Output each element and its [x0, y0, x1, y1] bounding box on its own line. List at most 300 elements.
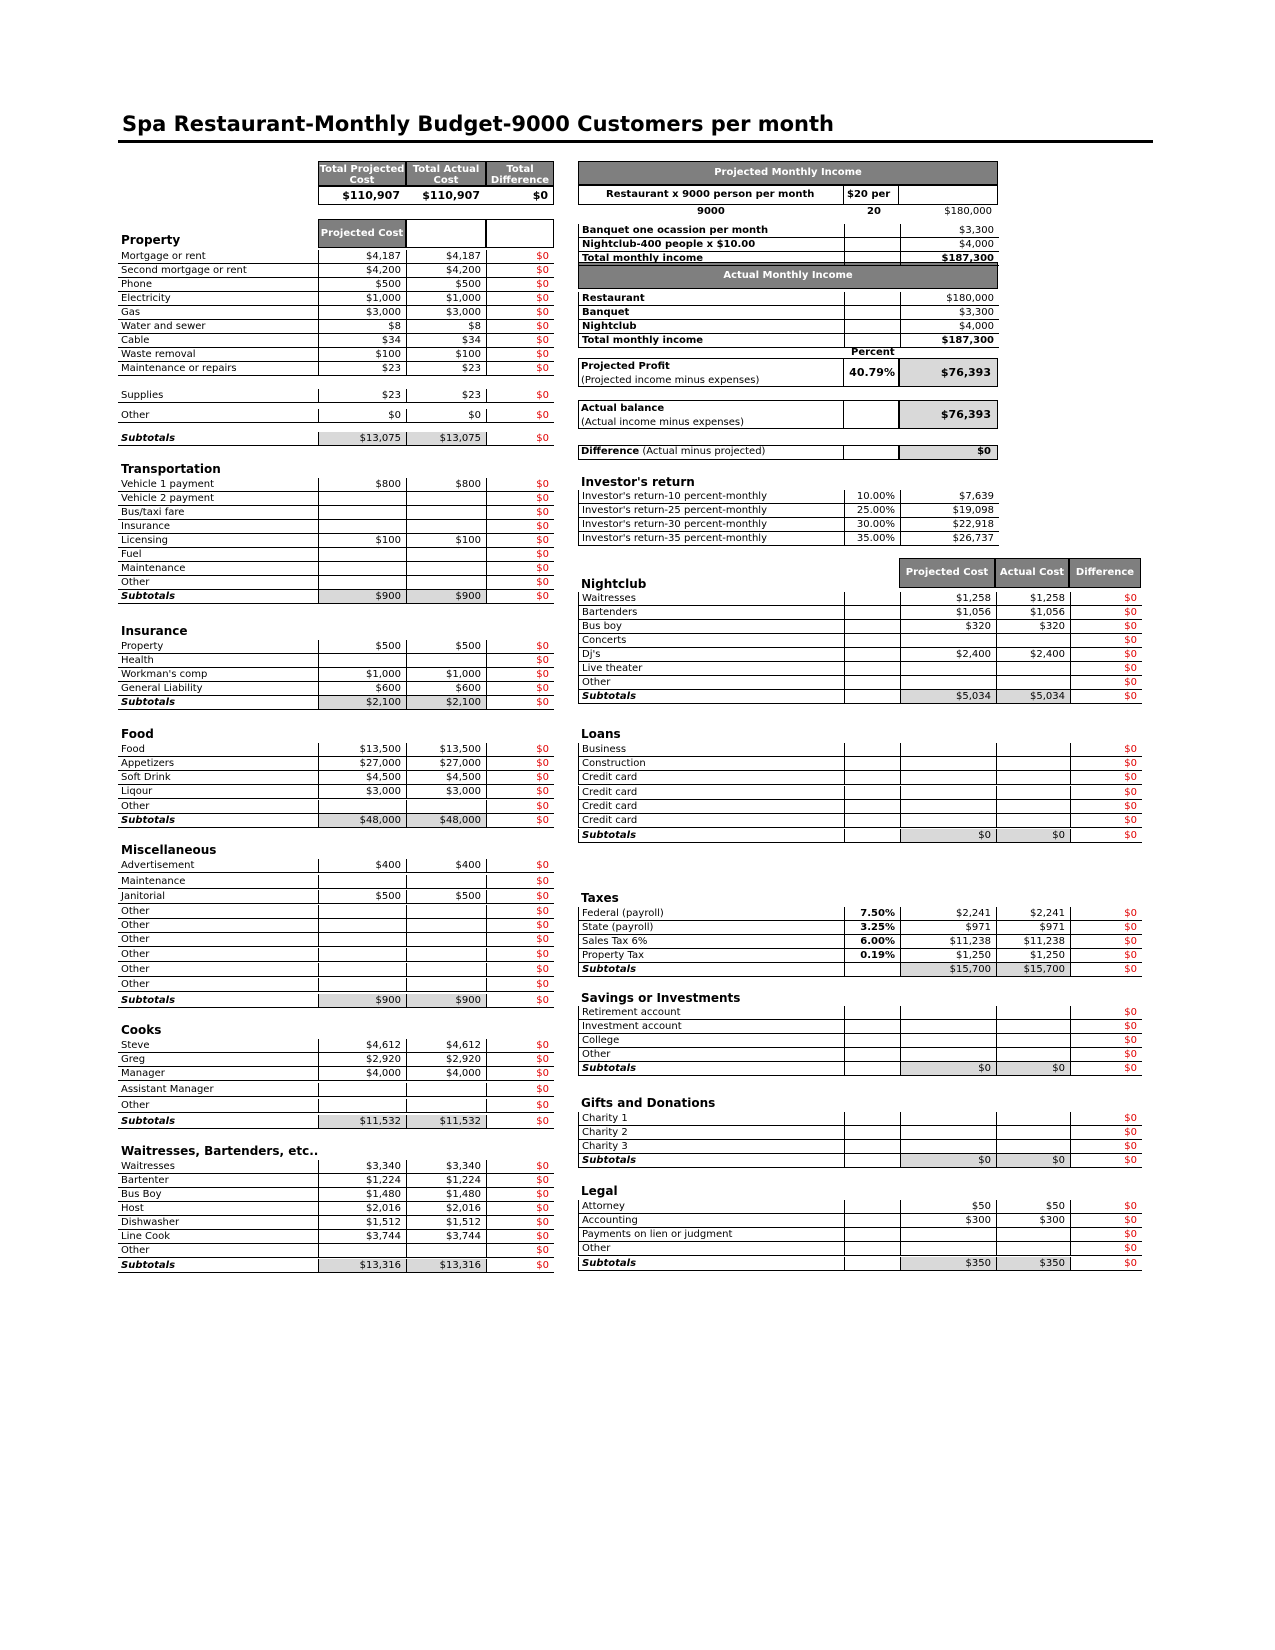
row-value: $320 — [900, 620, 996, 633]
row-label: Janitorial — [121, 891, 166, 902]
row-value: $0 — [486, 875, 554, 888]
row-value: $0 — [486, 478, 554, 491]
row-value — [844, 1140, 900, 1153]
row-value — [996, 1140, 1070, 1153]
row-value: $100 — [318, 534, 406, 547]
table-row — [118, 1083, 554, 1097]
row-label: Banquet one ocassion per month — [582, 225, 769, 236]
row-value: $0 — [486, 743, 554, 756]
row-value: $7,639 — [900, 490, 999, 503]
row-label: Live theater — [582, 663, 643, 674]
row-value: $0 — [486, 278, 554, 291]
row-label: Property Tax — [582, 950, 644, 961]
row-value: $400 — [406, 859, 486, 872]
section-title-right: Savings or Investments — [581, 991, 741, 1005]
row-value: $27,000 — [318, 757, 406, 770]
row-label: Fuel — [121, 549, 142, 560]
table-row — [578, 648, 1142, 662]
table-row — [578, 757, 1142, 771]
row-value — [318, 963, 406, 976]
table-row — [578, 1228, 1142, 1242]
row-value: 6.00% — [844, 935, 900, 948]
table-row — [118, 250, 554, 264]
row-value — [406, 963, 486, 976]
row-label: Subtotals — [582, 1063, 637, 1074]
row-value: $0 — [318, 409, 406, 422]
row-label: Vehicle 1 payment — [121, 479, 215, 490]
row-label: Subtotals — [121, 1116, 176, 1127]
table-row — [578, 1200, 1142, 1214]
difference-value: $0 — [977, 446, 991, 457]
row-value: $3,000 — [318, 785, 406, 798]
row-value — [406, 978, 486, 991]
row-label: Retirement account — [582, 1007, 681, 1018]
row-value: $0 — [486, 1083, 554, 1096]
row-value — [900, 1140, 996, 1153]
row-value: $2,241 — [996, 907, 1070, 920]
row-label: Soft Drink — [121, 772, 171, 783]
row-value — [996, 743, 1070, 756]
row-value: 0.19% — [844, 949, 900, 962]
table-row — [118, 306, 554, 320]
income-row — [578, 292, 999, 306]
actual-income-header: Actual Monthly Income — [578, 262, 998, 289]
row-value: $0 — [1070, 1154, 1142, 1167]
row-value: $13,500 — [318, 743, 406, 756]
row-value — [406, 919, 486, 932]
row-value: $0 — [486, 264, 554, 277]
row-value — [900, 1242, 996, 1255]
row-value: $1,000 — [318, 292, 406, 305]
subtotal-row — [578, 963, 1142, 977]
row-label: Investor's return-10 percent-monthly — [582, 491, 768, 502]
row-value — [900, 1112, 996, 1125]
row-value: $11,238 — [900, 935, 996, 948]
table-row — [578, 1214, 1142, 1228]
row-value: $3,744 — [406, 1230, 486, 1243]
table-row — [118, 320, 554, 334]
row-value: $0 — [486, 320, 554, 333]
row-value: $0 — [486, 814, 554, 827]
table-row — [578, 1048, 1142, 1062]
row-value: $0 — [1070, 935, 1142, 948]
row-value — [900, 800, 996, 813]
income-row — [578, 252, 999, 266]
row-label: Subtotals — [582, 830, 637, 841]
row-label: Line Cook — [121, 1231, 171, 1242]
row-value: $1,258 — [996, 592, 1070, 605]
subtotal-row — [118, 696, 554, 710]
row-label: Concerts — [582, 635, 627, 646]
table-row — [118, 743, 554, 757]
row-label: Other — [121, 949, 150, 960]
table-row — [578, 1112, 1142, 1126]
row-value — [406, 905, 486, 918]
row-value: $500 — [318, 890, 406, 903]
row-value: $100 — [318, 348, 406, 361]
row-value — [844, 224, 900, 237]
row-label: Maintenance — [121, 563, 186, 574]
row-value: $4,187 — [318, 250, 406, 263]
row-value — [844, 814, 900, 827]
row-value: $2,400 — [900, 648, 996, 661]
row-value — [406, 800, 486, 813]
row-value: $0 — [486, 1053, 554, 1066]
row-value: $0 — [900, 829, 996, 842]
row-label: Other — [121, 1100, 150, 1111]
row-value: $4,500 — [406, 771, 486, 784]
row-value: $0 — [1070, 907, 1142, 920]
row-value: $0 — [1070, 1257, 1142, 1270]
table-row — [578, 786, 1142, 800]
table-row — [118, 334, 554, 348]
row-value — [844, 1034, 900, 1047]
table-row — [118, 757, 554, 771]
row-value — [996, 634, 1070, 647]
table-row — [118, 785, 554, 799]
row-value: $1,512 — [318, 1216, 406, 1229]
row-value: $180,000 — [900, 292, 999, 305]
subtotal-row — [578, 829, 1142, 843]
row-value: $0 — [1070, 757, 1142, 770]
row-value: $4,000 — [900, 320, 999, 333]
row-label: Vehicle 2 payment — [121, 493, 215, 504]
row-value: $34 — [318, 334, 406, 347]
row-label: Investor's return-30 percent-monthly — [582, 519, 768, 530]
row-value: $0 — [486, 1039, 554, 1052]
row-value — [406, 492, 486, 505]
row-label: Nightclub — [582, 321, 637, 332]
row-value: $2,016 — [318, 1202, 406, 1215]
row-value: $27,000 — [406, 757, 486, 770]
row-value — [900, 771, 996, 784]
row-value: $4,000 — [318, 1067, 406, 1080]
row-label: Payments on lien or judgment — [582, 1229, 733, 1240]
row-value: $4,187 — [406, 250, 486, 263]
row-value — [844, 1257, 900, 1270]
row-value — [844, 1062, 900, 1075]
row-value — [996, 676, 1070, 689]
row-value: $0 — [486, 1174, 554, 1187]
row-value — [318, 905, 406, 918]
row-value: $1,258 — [900, 592, 996, 605]
row-value — [996, 1242, 1070, 1255]
difference-label-strong: Difference — [581, 446, 640, 457]
row-label: Manager — [121, 1068, 165, 1079]
row-value — [900, 1006, 996, 1019]
row-label: Attorney — [582, 1201, 625, 1212]
row-label: Bus boy — [582, 621, 622, 632]
row-label: Host — [121, 1203, 144, 1214]
row-value: $0 — [486, 1259, 554, 1272]
row-value — [900, 814, 996, 827]
row-label: Assistant Manager — [121, 1084, 214, 1095]
row-value — [996, 1020, 1070, 1033]
total-actual-header: Total Actual Cost — [406, 161, 486, 186]
row-label: Supplies — [121, 390, 164, 401]
section-title-right: Taxes — [581, 891, 619, 905]
row-value — [900, 634, 996, 647]
row-value — [996, 1228, 1070, 1241]
table-row — [578, 1020, 1142, 1034]
row-value: $0 — [486, 771, 554, 784]
row-value — [844, 829, 900, 842]
table-row — [118, 278, 554, 292]
row-label: Appetizers — [121, 758, 175, 769]
table-row — [578, 1034, 1142, 1048]
subtotal-row — [578, 1154, 1142, 1168]
right-projected-cost-header: Projected Cost — [899, 558, 995, 588]
row-value — [318, 576, 406, 589]
table-row — [118, 1188, 554, 1202]
row-value — [844, 1154, 900, 1167]
row-value: $13,075 — [318, 432, 406, 445]
row-value — [900, 743, 996, 756]
row-label: Phone — [121, 279, 152, 290]
row-value — [844, 757, 900, 770]
row-value — [900, 757, 996, 770]
row-value: $1,250 — [900, 949, 996, 962]
table-row — [118, 1053, 554, 1067]
row-value — [996, 662, 1070, 675]
table-row — [578, 907, 1142, 921]
investor-row — [578, 518, 999, 532]
row-value: $100 — [406, 534, 486, 547]
row-label: Health — [121, 655, 154, 666]
row-label: Banquet — [582, 307, 630, 318]
row-label: Mortgage or rent — [121, 251, 206, 262]
right-actual-cost-header: Actual Cost — [995, 558, 1069, 588]
row-value: $0 — [486, 1244, 554, 1257]
profit-label: Projected Profit — [581, 361, 670, 372]
row-label: Subtotals — [582, 964, 637, 975]
row-label: Waste removal — [121, 349, 196, 360]
row-value — [844, 620, 900, 633]
table-row — [118, 492, 554, 506]
row-value: $3,300 — [900, 306, 999, 319]
row-value: $1,480 — [406, 1188, 486, 1201]
row-value — [844, 1006, 900, 1019]
row-value: $500 — [406, 278, 486, 291]
row-label: Gas — [121, 307, 141, 318]
row-value: $0 — [1070, 829, 1142, 842]
row-value: $4,500 — [318, 771, 406, 784]
row-value — [844, 1200, 900, 1213]
row-value — [844, 634, 900, 647]
row-value — [318, 933, 406, 946]
table-row — [118, 548, 554, 562]
total-projected-header: Total Projected Cost — [318, 161, 406, 186]
row-value: $50 — [996, 1200, 1070, 1213]
row-label: Other — [121, 934, 150, 945]
row-value: $4,612 — [318, 1039, 406, 1052]
row-value: $0 — [486, 905, 554, 918]
row-label: Business — [582, 744, 627, 755]
row-value — [406, 933, 486, 946]
row-label: Property — [121, 641, 164, 652]
row-value — [318, 919, 406, 932]
row-label: Steve — [121, 1040, 150, 1051]
balance-label: Actual balance — [581, 403, 665, 414]
table-row — [118, 771, 554, 785]
row-value: $0 — [1070, 662, 1142, 675]
investor-title: Investor's return — [581, 475, 695, 489]
row-value: $26,737 — [900, 532, 999, 545]
row-value — [318, 1083, 406, 1096]
table-row — [578, 1006, 1142, 1020]
row-value — [844, 771, 900, 784]
table-row — [118, 1202, 554, 1216]
row-label: Licensing — [121, 535, 169, 546]
row-value: $34 — [406, 334, 486, 347]
row-value: 25.00% — [844, 504, 900, 517]
row-label: Investor's return-35 percent-monthly — [582, 533, 768, 544]
table-row — [578, 814, 1142, 828]
row-label: Workman's comp — [121, 669, 208, 680]
table-row — [578, 606, 1142, 620]
row-value: $3,340 — [318, 1160, 406, 1173]
row-value: $15,700 — [900, 963, 996, 976]
row-label: Dishwasher — [121, 1217, 180, 1228]
row-label: Nightclub-400 people x $10.00 — [582, 239, 756, 250]
row-value — [406, 1099, 486, 1112]
table-row — [118, 520, 554, 534]
row-value: $0 — [486, 334, 554, 347]
difference-mid-cell — [843, 445, 899, 460]
difference-sub: (Actual minus projected) — [642, 446, 766, 457]
profit-value: $76,393 — [940, 366, 991, 379]
persons-value: 9000 — [697, 206, 725, 217]
subtotal-row — [118, 994, 554, 1008]
table-row — [118, 963, 554, 977]
row-value — [844, 292, 900, 305]
row-value: $0 — [900, 1062, 996, 1075]
table-row — [578, 743, 1142, 757]
row-value: $3,744 — [318, 1230, 406, 1243]
row-value: $350 — [900, 1257, 996, 1270]
profit-percent: 40.79% — [849, 366, 895, 379]
row-value: $0 — [486, 590, 554, 603]
row-value — [844, 1126, 900, 1139]
row-label: Other — [121, 920, 150, 931]
row-label: Charity 3 — [582, 1141, 628, 1152]
row-value — [844, 1020, 900, 1033]
row-value: $0 — [486, 409, 554, 422]
row-value: $1,056 — [996, 606, 1070, 619]
row-value: $3,300 — [900, 224, 999, 237]
subtotal-row — [118, 590, 554, 604]
row-value: $11,532 — [406, 1115, 486, 1128]
row-value — [318, 548, 406, 561]
row-value: $0 — [486, 933, 554, 946]
row-value: $22,918 — [900, 518, 999, 531]
row-value — [406, 506, 486, 519]
profit-sub: (Projected income minus expenses) — [581, 375, 760, 386]
row-value: $500 — [406, 890, 486, 903]
row-label: Total monthly income — [582, 253, 704, 264]
row-value — [406, 576, 486, 589]
difference-label — [581, 446, 765, 457]
row-value: $0 — [1070, 1020, 1142, 1033]
row-value — [900, 1034, 996, 1047]
row-value: $0 — [486, 757, 554, 770]
row-value: $5,034 — [900, 690, 996, 703]
row-label: Subtotals — [582, 1155, 637, 1166]
row-value: $0 — [1070, 1140, 1142, 1153]
row-value: $0 — [1070, 1214, 1142, 1227]
row-value: $0 — [1070, 800, 1142, 813]
table-row — [118, 905, 554, 919]
row-label: Other — [121, 906, 150, 917]
row-value: $0 — [486, 492, 554, 505]
table-row — [118, 264, 554, 278]
row-value — [996, 1006, 1070, 1019]
row-value: $900 — [318, 590, 406, 603]
row-label: Other — [582, 677, 611, 688]
row-value: $0 — [486, 859, 554, 872]
table-row — [118, 562, 554, 576]
row-label: Federal (payroll) — [582, 908, 664, 919]
row-value: $0 — [486, 1115, 554, 1128]
row-value — [900, 1020, 996, 1033]
table-row — [118, 389, 554, 403]
row-value: 10.00% — [844, 490, 900, 503]
row-label: Water and sewer — [121, 321, 206, 332]
row-value: $4,000 — [406, 1067, 486, 1080]
subtotal-row — [578, 1062, 1142, 1076]
row-value: 3.25% — [844, 921, 900, 934]
row-value — [900, 1126, 996, 1139]
row-label: Bartenter — [121, 1175, 169, 1186]
row-value — [844, 676, 900, 689]
section-title-left: Transportation — [121, 462, 221, 476]
table-row — [118, 859, 554, 873]
row-value: $0 — [486, 1099, 554, 1112]
row-value: $19,098 — [900, 504, 999, 517]
table-row — [118, 1160, 554, 1174]
row-value: $1,224 — [406, 1174, 486, 1187]
row-label: Subtotals — [582, 1258, 637, 1269]
income-row — [578, 224, 999, 238]
row-value — [406, 654, 486, 667]
row-label: Construction — [582, 758, 646, 769]
row-value: $0 — [486, 520, 554, 533]
income-row — [578, 306, 999, 320]
row-value — [844, 786, 900, 799]
row-value — [318, 520, 406, 533]
row-value — [318, 562, 406, 575]
income-row — [578, 334, 999, 348]
actual-cost-header-blank — [406, 219, 486, 248]
table-row — [578, 592, 1142, 606]
row-value — [900, 662, 996, 675]
row-label: Restaurant — [582, 293, 645, 304]
row-label: Accounting — [582, 1215, 638, 1226]
row-value — [900, 1048, 996, 1061]
row-value: $8 — [318, 320, 406, 333]
row-value — [844, 334, 900, 347]
total-difference-value: $0 — [532, 189, 548, 202]
row-value: $187,300 — [900, 252, 999, 265]
row-value: $15,700 — [996, 963, 1070, 976]
row-value: $0 — [486, 1160, 554, 1173]
row-value: $3,000 — [406, 306, 486, 319]
row-label: Credit card — [582, 772, 638, 783]
row-value: $1,000 — [406, 668, 486, 681]
row-value: $0 — [486, 919, 554, 932]
row-value: $971 — [900, 921, 996, 934]
subtotal-row — [578, 1257, 1142, 1271]
